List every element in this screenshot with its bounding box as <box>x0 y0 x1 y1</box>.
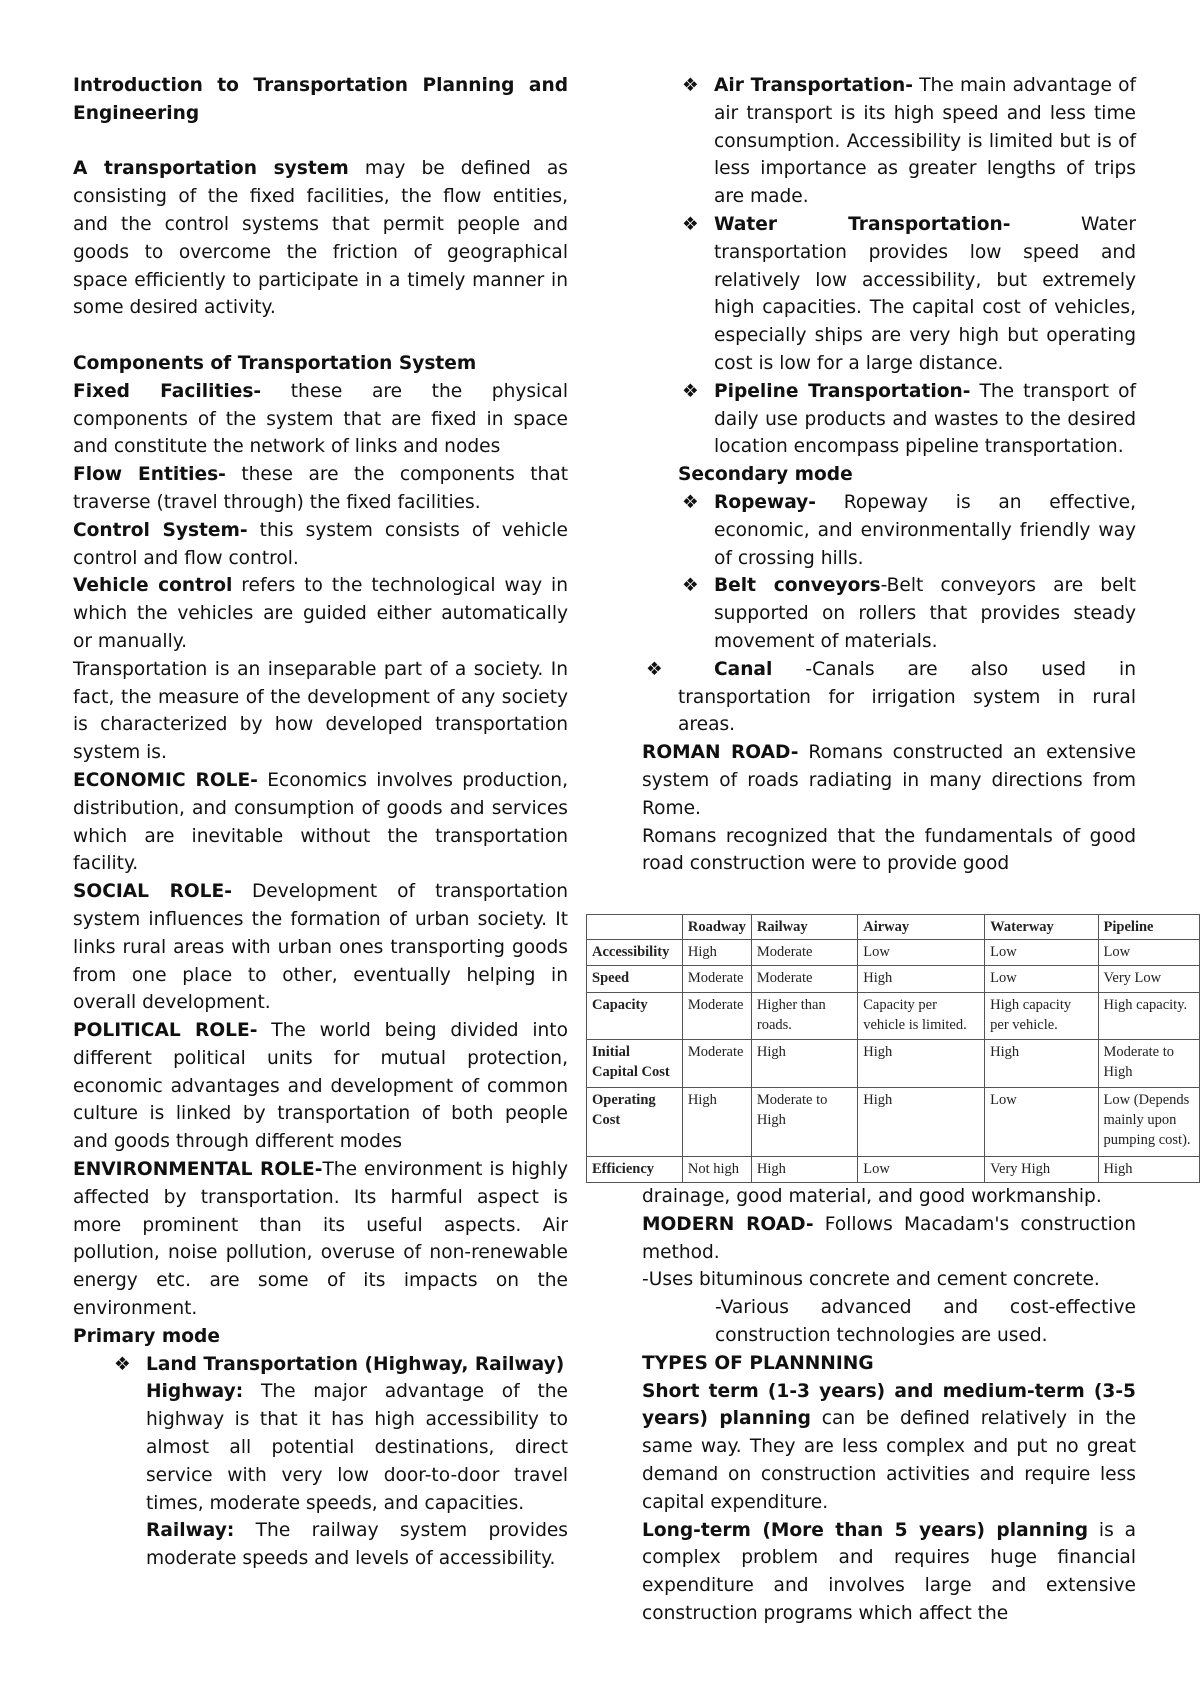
types-of-planning-heading: TYPES OF PLANNNING <box>642 1352 874 1374</box>
ropeway-term: Ropeway- <box>714 491 817 513</box>
modern-road-term: MODERN ROAD- <box>642 1213 814 1235</box>
table-row <box>587 992 1200 1040</box>
roman-road-term: ROMAN ROAD- <box>642 742 799 764</box>
table-cell: Low <box>985 1087 1098 1156</box>
land-transportation-item <box>110 1351 568 1573</box>
fixed-facilities-term: Fixed Facilities- <box>73 380 262 402</box>
political-role-paragraph <box>73 1017 568 1156</box>
society-paragraph: Transportation is an inseparable part of a society. In fact, the measure of the development of any society is characterized by how developed transportation system is. <box>73 658 568 764</box>
table-cell: Low <box>985 966 1098 992</box>
highway-paragraph <box>146 1378 568 1517</box>
table-header-cell: Waterway <box>985 915 1098 940</box>
table-cell: High <box>1098 1156 1199 1182</box>
pipeline-transportation-term: Pipeline Transportation- <box>714 380 971 402</box>
table-cell: High <box>858 1040 985 1088</box>
table-cell: Not high <box>682 1156 751 1182</box>
bullet-icon: ❖ <box>682 575 699 597</box>
political-role-term: POLITICAL ROLE- <box>73 1020 258 1042</box>
table-row <box>587 940 1200 966</box>
right-column-continued <box>642 1183 1136 1628</box>
modern-road-line-2: -Uses bituminous concrete and cement concrete. <box>642 1269 1100 1291</box>
table-cell: Low <box>858 1156 985 1182</box>
table-row <box>587 1087 1200 1156</box>
highway-text: The major advantage of the highway is that it has high accessibility to almost all potential destinations, direct service with very low door-to-door travel times, moderate speeds, and capacities. <box>146 1381 568 1514</box>
table-header-cell: Pipeline <box>1098 915 1199 940</box>
table-cell: High <box>682 1087 751 1156</box>
table-cell: High <box>751 1040 857 1088</box>
water-transportation-item <box>678 211 1136 378</box>
water-transportation-text: Water transportation provides low speed and relatively low accessibility, but extremely high capacities. The capital cost of vehicles, especially ships are very high but operating cost is low for a large distance. <box>714 213 1136 374</box>
table-cell: Moderate to High <box>751 1087 857 1156</box>
table-cell: Low <box>858 940 985 966</box>
short-term-paragraph <box>642 1378 1136 1517</box>
flow-entities-paragraph <box>73 461 568 517</box>
right-column <box>642 72 1136 878</box>
short-term-text: can be defined relatively in the same way. They are less complex and put no great demand on construction activities and require less capital expenditure. <box>642 1408 1136 1513</box>
document-title: Introduction to Transportation Planning and Engineering <box>73 75 568 124</box>
social-role-text: Development of transportation system influences the formation of urban society. It links rural areas with urban ones transporting goods from one place to other, eventually helping in overall development. <box>73 881 568 1014</box>
table-cell: Moderate to High <box>1098 1040 1199 1088</box>
short-term-term: Short term (1-3 years) and medium-term (3-5 years) planning <box>642 1380 1136 1430</box>
table-cell: Higher than roads. <box>751 992 857 1040</box>
environmental-role-term: ENVIRONMENTAL ROLE- <box>73 1159 323 1181</box>
table-cell: High <box>751 1156 857 1182</box>
table-header-cell <box>587 915 683 940</box>
definition-text: may be defined as consisting of the fixed facilities, the flow entities, and the control systems that permit people and goods to overcome the friction of geographical space efficiently to participate in a timely manner in some desired activity. <box>73 158 568 319</box>
left-column <box>73 72 568 1573</box>
water-transportation-term: Water Transportation- <box>714 213 1011 235</box>
air-transportation-text: The main advantage of air transport is its high speed and less time consumption. Accessibility is limited but is of less importance as greater lengths of trips are made. <box>714 75 1136 208</box>
table-row-header: Speed <box>587 966 683 992</box>
table-row-header: Operating Cost <box>587 1087 683 1156</box>
table-cell: High capacity per vehicle. <box>985 992 1098 1040</box>
bullet-icon: ❖ <box>646 658 663 680</box>
table-header-cell: Railway <box>751 915 857 940</box>
environmental-role-paragraph <box>73 1156 568 1323</box>
railway-paragraph <box>146 1517 568 1573</box>
belt-conveyors-term: Belt conveyors <box>714 575 881 597</box>
canal-item <box>642 656 1136 739</box>
flow-entities-term: Flow Entities- <box>73 464 226 486</box>
table-row <box>587 1156 1200 1182</box>
bullet-icon: ❖ <box>682 380 699 402</box>
social-role-term: SOCIAL ROLE- <box>73 881 232 903</box>
definition-paragraph <box>73 155 568 322</box>
fixed-facilities-text: these are the physical components of the system that are fixed in space and constitute the network of links and nodes <box>73 380 568 458</box>
table-cell: Moderate <box>751 940 857 966</box>
economic-role-term: ECONOMIC ROLE- <box>73 769 258 791</box>
secondary-mode-heading: Secondary mode <box>678 464 853 486</box>
table-row-header: Accessibility <box>587 940 683 966</box>
belt-conveyors-item <box>678 572 1136 655</box>
vehicle-control-term: Vehicle control <box>73 575 233 597</box>
table-cell: Low <box>1098 940 1199 966</box>
ropeway-item <box>678 489 1136 572</box>
table-cell: High capacity. <box>1098 992 1199 1040</box>
table-cell: Very High <box>985 1156 1098 1182</box>
railway-text: The railway system provides moderate speeds and levels of accessibility. <box>146 1520 568 1570</box>
table-cell: Capacity per vehicle is limited. <box>858 992 985 1040</box>
roman-road-text: Romans constructed an extensive system of roads radiating in many directions from Rome. <box>642 742 1136 819</box>
vehicle-control-paragraph <box>73 572 568 655</box>
air-transportation-term: Air Transportation- <box>714 75 914 96</box>
table-header-cell: Airway <box>858 915 985 940</box>
fixed-facilities-paragraph <box>73 378 568 461</box>
economic-role-paragraph <box>73 767 568 878</box>
table-cell: Very Low <box>1098 966 1199 992</box>
canal-text: -Canals are also used in transportation for irrigation system in rural areas. <box>678 658 1136 736</box>
table-row <box>587 966 1200 992</box>
roman-road-continued: drainage, good material, and good workmanship. <box>642 1186 1102 1207</box>
land-transportation-term: Land Transportation (Highway, Railway) <box>146 1353 565 1375</box>
comparison-table-wrapper <box>586 914 1200 1183</box>
air-transportation-item <box>678 72 1136 211</box>
bullet-icon: ❖ <box>114 1353 131 1375</box>
environmental-role-text: The environment is highly affected by transportation. Its harmful aspect is more prominent than its useful aspects. Air pollution, noise pollution, overuse of non-renewable energy etc. are some of its impacts on the environment. <box>73 1159 568 1320</box>
bullet-icon: ❖ <box>682 491 699 513</box>
table-cell: High <box>985 1040 1098 1088</box>
table-cell: High <box>858 966 985 992</box>
components-heading: Components of Transportation System <box>73 352 477 374</box>
control-system-term: Control System- <box>73 519 248 541</box>
table-row <box>587 1040 1200 1088</box>
ropeway-text: Ropeway is an effective, economic, and environmentally friendly way of crossing hills. <box>714 491 1136 569</box>
roman-road-paragraph-2: Romans recognized that the fundamentals of good road construction were to provide good <box>642 825 1136 875</box>
economic-role-text: Economics involves production, distribution, and consumption of goods and services which are inevitable without the transportation facility. <box>73 769 568 875</box>
table-cell: Low (Depends mainly upon pumping cost). <box>1098 1087 1199 1156</box>
table-row-header: Initial Capital Cost <box>587 1040 683 1088</box>
roman-road-paragraph <box>642 739 1136 822</box>
political-role-text: The world being divided into different political units for mutual protection, economic advantages and development of common culture is linked by transportation of both people and goods through different modes <box>73 1020 568 1153</box>
table-row-header: Capacity <box>587 992 683 1040</box>
vehicle-control-text: refers to the technological way in which the vehicles are guided either automatically or manually. <box>73 575 568 652</box>
modern-road-line-3: -Various advanced and cost-effective construction technologies are used. <box>715 1297 1136 1346</box>
long-term-text: is a complex problem and requires huge financial expenditure and involves large and extensive construction programs which affect the <box>642 1519 1136 1624</box>
flow-entities-text: these are the components that traverse (travel through) the fixed facilities. <box>73 464 569 513</box>
table-cell: Moderate <box>751 966 857 992</box>
social-role-paragraph <box>73 878 568 1017</box>
railway-term: Railway: <box>146 1520 235 1542</box>
long-term-term: Long-term (More than 5 years) planning <box>642 1519 1089 1541</box>
control-system-paragraph <box>73 517 568 573</box>
bullet-icon: ❖ <box>682 213 699 235</box>
table-cell: Moderate <box>682 1040 751 1088</box>
modern-road-paragraph <box>642 1211 1136 1267</box>
table-cell: High <box>682 940 751 966</box>
primary-mode-heading: Primary mode <box>73 1325 220 1347</box>
control-system-text: this system consists of vehicle control and flow control. <box>73 519 568 569</box>
table-cell: High <box>858 1087 985 1156</box>
table-cell: Moderate <box>682 966 751 992</box>
long-term-paragraph <box>642 1517 1136 1628</box>
table-cell: Low <box>985 940 1098 966</box>
belt-conveyors-text: -Belt conveyors are belt supported on rollers that provides steady movement of materials. <box>714 575 1136 652</box>
highway-term: Highway: <box>146 1381 244 1403</box>
table-header-cell: Roadway <box>682 915 751 940</box>
pipeline-transportation-text: The transport of daily use products and wastes to the desired location encompass pipeline transportation. <box>714 380 1136 458</box>
comparison-table <box>586 914 1200 1183</box>
table-cell: Moderate <box>682 992 751 1040</box>
canal-term: Canal <box>714 658 773 680</box>
table-header-row <box>587 915 1200 940</box>
table-row-header: Efficiency <box>587 1156 683 1182</box>
modern-road-text: Follows Macadam's construction method. <box>642 1213 1136 1263</box>
definition-term: A transportation system <box>73 158 349 180</box>
pipeline-transportation-item <box>678 378 1136 461</box>
bullet-icon: ❖ <box>682 75 699 96</box>
